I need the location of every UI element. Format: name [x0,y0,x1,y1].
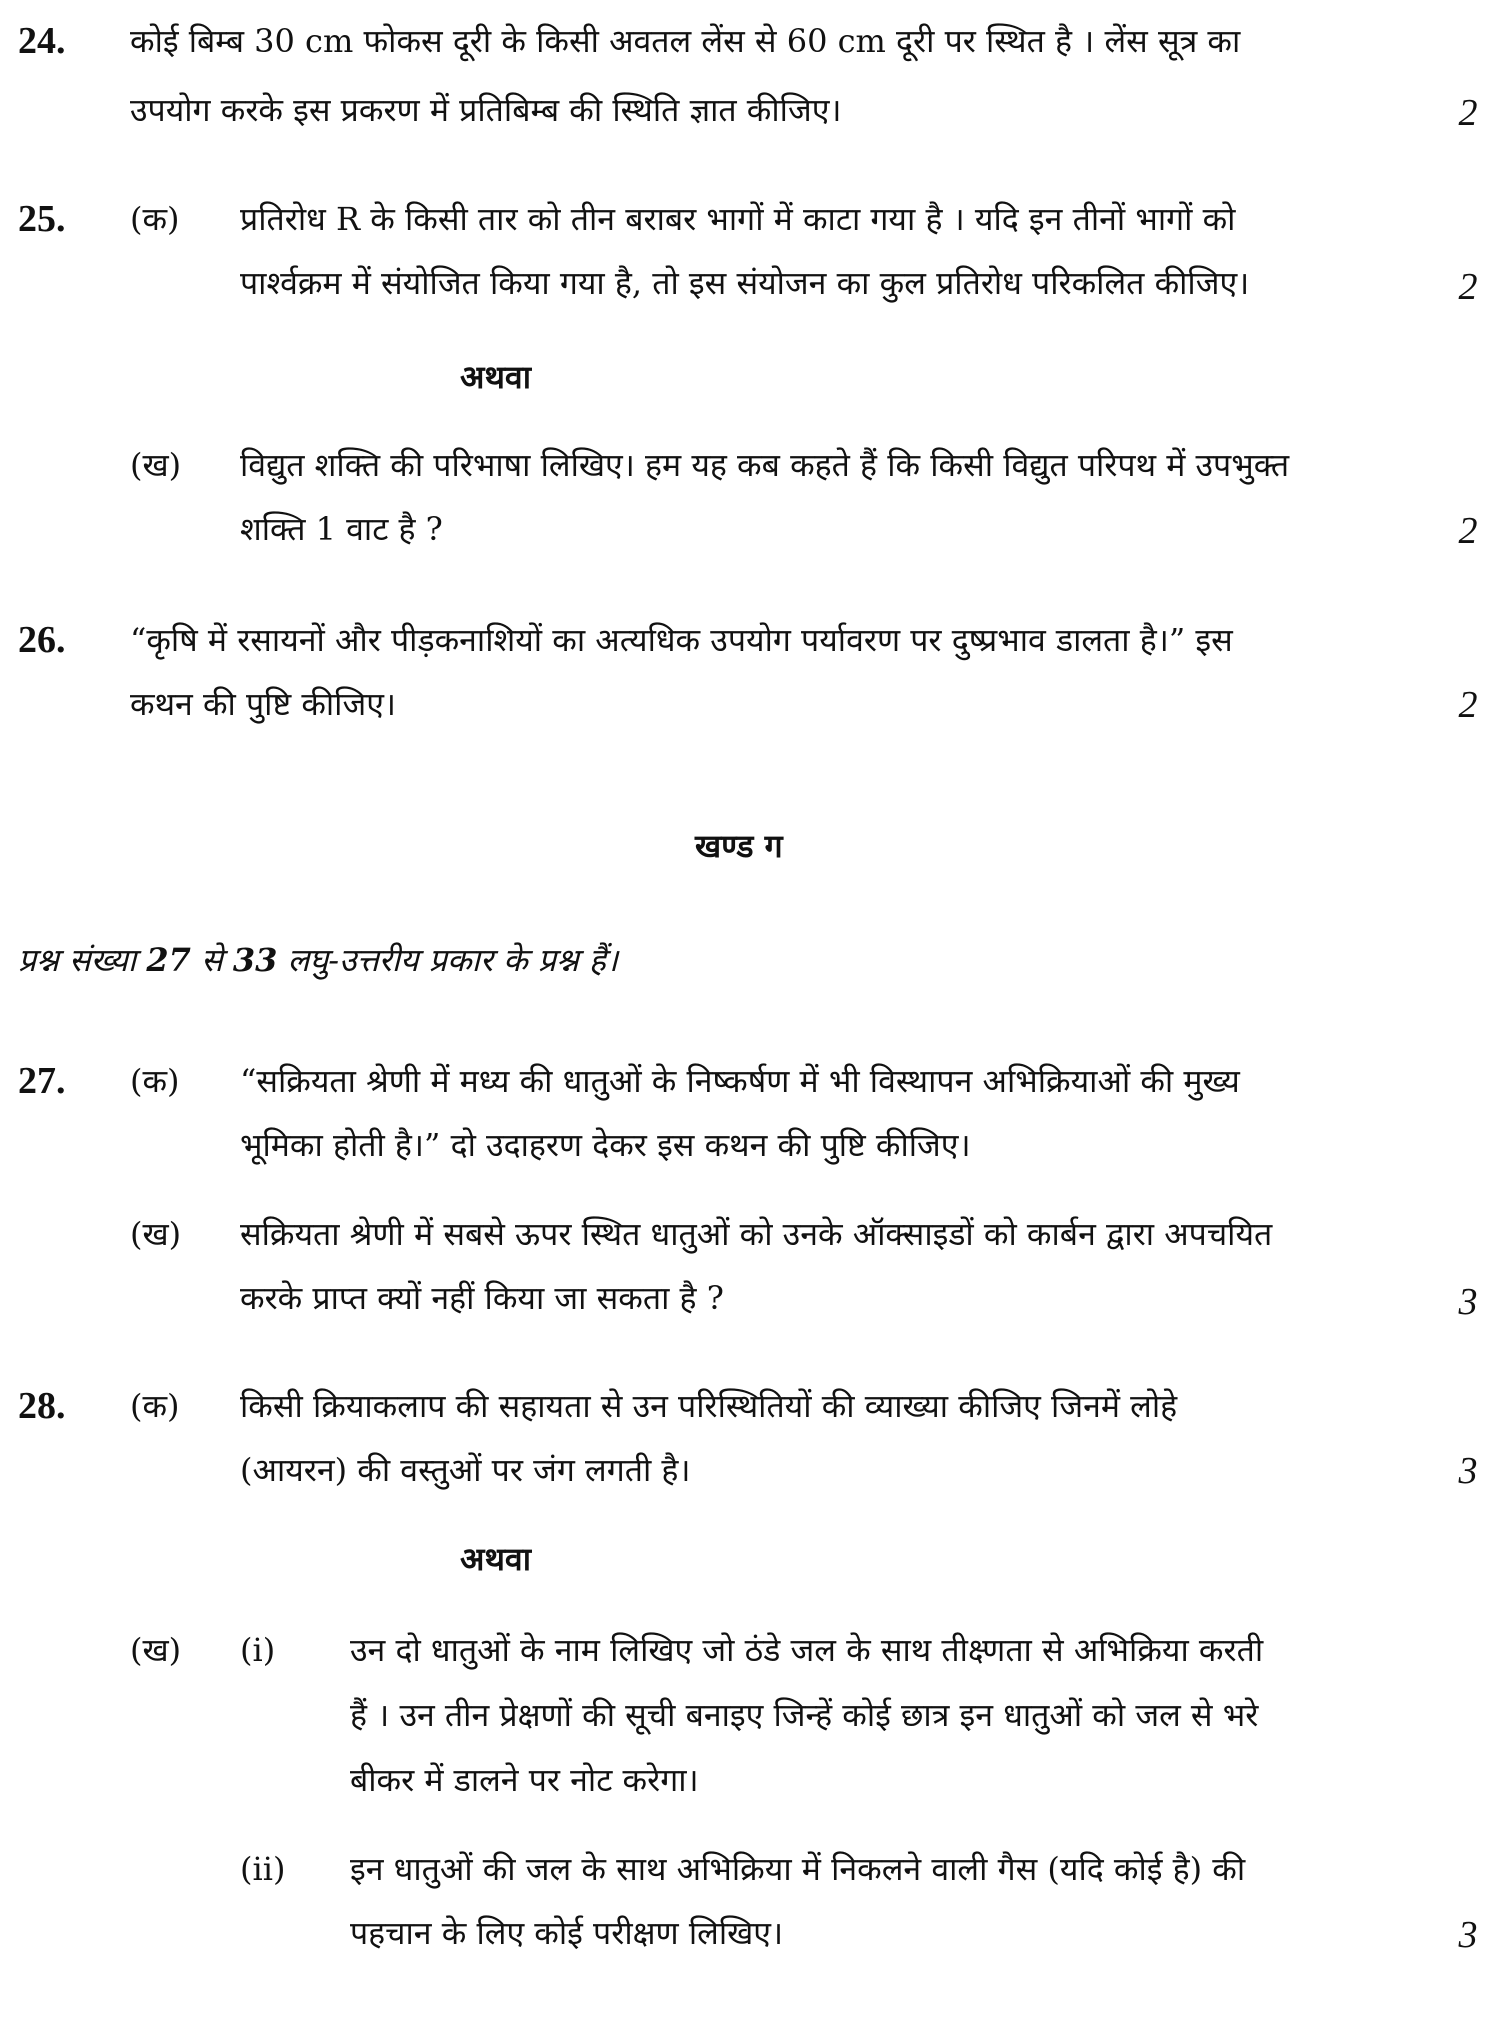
marks: 2 [1458,92,1478,134]
marks: 3 [1458,1450,1478,1492]
part-label: (ख) [130,446,182,484]
instruction-number: 33 [232,941,278,979]
question-text-line: सक्रियता श्रेणी में सबसे ऊपर स्थित धातुओं को उनके ऑक्साइडों को कार्बन द्वारा अपचयित [240,1215,1273,1253]
question-text-line: (आयरन) की वस्तुओं पर जंग लगती है। [240,1451,691,1489]
question-text-line: “सक्रियता श्रेणी में मध्य की धातुओं के निष्कर्षण में भी विस्थापन अभिक्रियाओं की मुख्य [240,1062,1240,1100]
part-label: (क) [130,1387,180,1425]
question-text-line: विद्युत शक्ति की परिभाषा लिखिए। हम यह कब कहते हैं कि किसी विद्युत परिपथ में उपभुक्त [240,446,1290,484]
or-label: अथवा [460,1540,531,1578]
question-text-line: पहचान के लिए कोई परीक्षण लिखिए। [350,1914,784,1952]
question-text-line: उन दो धातुओं के नाम लिखिए जो ठंडे जल के साथ तीक्ष्णता से अभिक्रिया करती [350,1631,1264,1669]
part-label: (ख) [130,1631,182,1669]
part-label: (क) [130,200,180,238]
question-text-line: उपयोग करके इस प्रकरण में प्रतिबिम्ब की स्थिति ज्ञात कीजिए। [130,91,842,129]
question-text-line: करके प्राप्त क्यों नहीं किया जा सकता है ? [240,1279,724,1317]
part-label: (क) [130,1062,180,1100]
subpart-label: (i) [240,1631,276,1669]
question-text-line: किसी क्रियाकलाप की सहायता से उन परिस्थितियों की व्याख्या कीजिए जिनमें लोहे [240,1387,1178,1425]
part-label: (ख) [130,1215,182,1253]
or-label: अथवा [460,358,531,396]
question-text-line: हैं । उन तीन प्रेक्षणों की सूची बनाइए जिन्हें कोई छात्र इन धातुओं को जल से भरे [350,1696,1259,1734]
question-text-line: पार्श्वक्रम में संयोजित किया गया है, तो इस संयोजन का कुल प्रतिरोध परिकलित कीजिए। [240,264,1250,302]
instruction-text: लघु-उत्तरीय प्रकार के प्रश्न हैं। [277,941,618,979]
marks: 3 [1458,1914,1478,1956]
question-text-line: कथन की पुष्टि कीजिए। [130,685,397,723]
marks: 2 [1458,266,1478,308]
question-number: 28. [18,1385,66,1427]
question-number: 24. [18,20,66,62]
marks: 2 [1458,684,1478,726]
question-text-line: इन धातुओं की जल के साथ अभिक्रिया में निकलने वाली गैस (यदि कोई है) की [350,1850,1246,1888]
section-title: खण्ड ग [695,827,783,865]
subpart-label: (ii) [240,1850,286,1888]
section-instruction [18,938,618,982]
question-text-line: शक्ति 1 वाट है ? [240,510,443,548]
marks: 3 [1458,1281,1478,1323]
question-text-line: बीकर में डालने पर नोट करेगा। [350,1761,699,1799]
question-text-line: भूमिका होती है।” दो उदाहरण देकर इस कथन की पुष्टि कीजिए। [240,1126,971,1164]
instruction-number: 27 [146,941,191,979]
question-text-line: “कृषि में रसायनों और पीड़कनाशियों का अत्यधिक उपयोग पर्यावरण पर दुष्प्रभाव डालता है।” इस [130,621,1233,659]
marks: 2 [1458,510,1478,552]
instruction-text: प्रश्न संख्या [18,941,147,979]
question-number: 27. [18,1060,66,1102]
question-text-line: कोई बिम्ब 30 cm फोकस दूरी के किसी अवतल लेंस से 60 cm दूरी पर स्थित है । लेंस सूत्र का [130,22,1241,60]
instruction-text: से [190,941,233,979]
question-number: 26. [18,619,66,661]
question-text-line: प्रतिरोध R के किसी तार को तीन बराबर भागों में काटा गया है । यदि इन तीनों भागों को [240,200,1236,238]
question-number: 25. [18,198,66,240]
